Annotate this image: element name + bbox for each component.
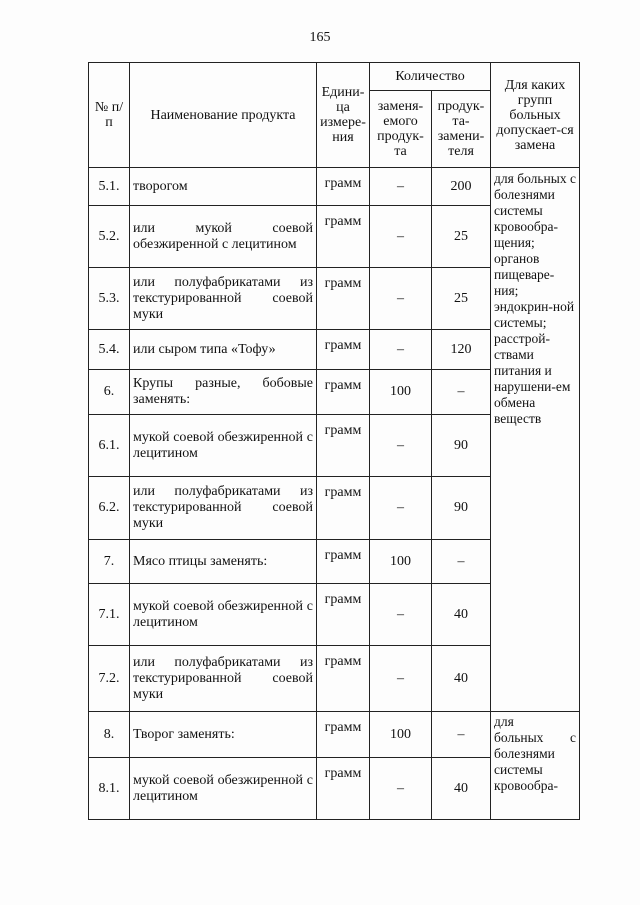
row-replaced: – [370,330,432,370]
row-replacement: 25 [432,268,491,330]
row-num: 6.2. [89,477,130,540]
row-num: 6.1. [89,415,130,477]
groups2-rest: болезнями системы кровообра- [494,746,558,793]
row-unit: грамм [317,540,370,584]
row-num: 6. [89,370,130,415]
row-unit: грамм [317,477,370,540]
row-name: Творог заменять: [130,712,317,758]
row-num: 8.1. [89,758,130,820]
row-replacement: 40 [432,758,491,820]
row-unit: грамм [317,370,370,415]
row-unit: грамм [317,584,370,646]
row-name: мукой соевой обезжиренной с лецитином [130,584,317,646]
header-quantity: Количество [370,63,491,91]
row-replacement: – [432,540,491,584]
row-replacement: 40 [432,584,491,646]
row-num: 7.2. [89,646,130,712]
row-num: 7. [89,540,130,584]
header-unit: Едини-ца измере-ния [317,63,370,168]
row-replacement: 40 [432,646,491,712]
row-num: 5.1. [89,168,130,206]
groups2-line2-left: больных [494,730,544,745]
row-num: 5.4. [89,330,130,370]
row-replacement: 120 [432,330,491,370]
row-name: или полуфабрикатами из текстурированной соевой муки [130,268,317,330]
substitution-table [88,62,580,820]
row-replacement: – [432,712,491,758]
row-name: творогом [130,168,317,206]
row-replaced: – [370,206,432,268]
header-num: № п/п [89,63,130,168]
row-unit: грамм [317,415,370,477]
row-replacement: – [432,370,491,415]
row-replaced: – [370,584,432,646]
groups2-line1: для [494,714,514,729]
row-unit: грамм [317,712,370,758]
page-number: 165 [309,30,331,45]
row-name: Мясо птицы заменять: [130,540,317,584]
row-replaced: – [370,268,432,330]
header-name: Наименование продукта [130,63,317,168]
row-replacement: 200 [432,168,491,206]
row-num: 8. [89,712,130,758]
row-unit: грамм [317,268,370,330]
row-unit: грамм [317,646,370,712]
row-replaced: – [370,415,432,477]
row-unit: грамм [317,168,370,206]
row-replaced: – [370,168,432,206]
header-replacement: продук-та-замени-теля [432,91,491,168]
row-name: мукой соевой обезжиренной с лецитином [130,758,317,820]
row-name: Крупы разные, бобовые заменять: [130,370,317,415]
row-unit: грамм [317,206,370,268]
row-name: или мукой соевой обезжиренной с лецитином [130,206,317,268]
row-num: 5.3. [89,268,130,330]
groups2-line2 [494,730,576,746]
row-name: или полуфабрикатами из текстурированной соевой муки [130,646,317,712]
groups2-line2-right: с [570,730,577,745]
header-replaced: заменя-емого продук-та [370,91,432,168]
row-replaced: 100 [370,370,432,415]
row-replaced: 100 [370,540,432,584]
row-replaced: – [370,477,432,540]
row-name: или полуфабрикатами из текстурированной соевой муки [130,477,317,540]
row-replaced: – [370,758,432,820]
row-num: 5.2. [89,206,130,268]
row-name: мукой соевой обезжиренной с лецитином [130,415,317,477]
groups-cell-2 [491,712,580,820]
row-unit: грамм [317,330,370,370]
header-groups: Для каких групп больных допускает-ся замена [491,63,580,168]
row-replacement: 90 [432,477,491,540]
row-replaced: – [370,646,432,712]
row-name: или сыром типа «Тофу» [130,330,317,370]
groups-cell-1: для больных с болезнями системы кровообра-щения; органов пищеваре-ния; эндокрин-ной системы; расстрой-ствами питания и нарушени-ем обмена веществ [491,168,580,712]
row-replaced: 100 [370,712,432,758]
row-replacement: 90 [432,415,491,477]
row-replacement: 25 [432,206,491,268]
row-num: 7.1. [89,584,130,646]
row-unit: грамм [317,758,370,820]
